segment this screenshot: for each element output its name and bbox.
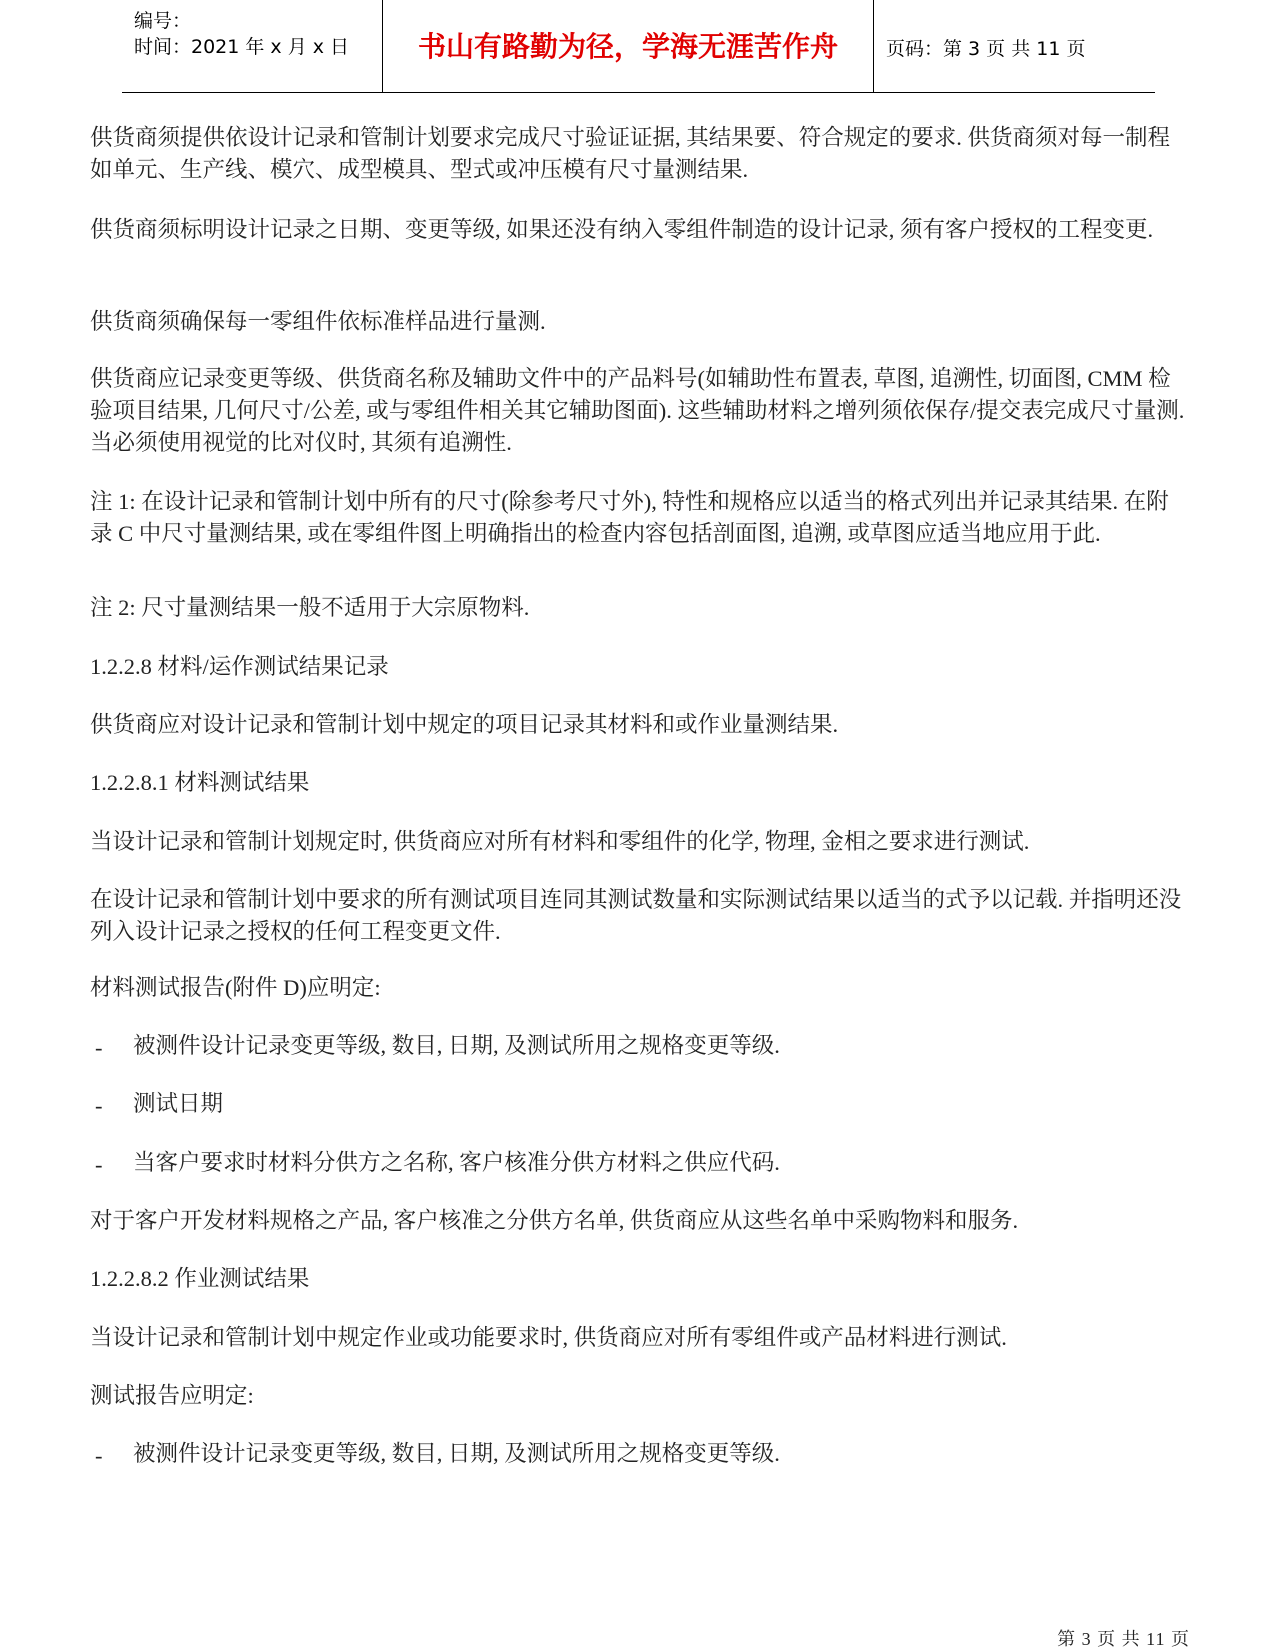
header-right-cell — [874, 0, 1155, 92]
paragraph-material-operation: 供货商应对设计记录和管制计划中规定的项目记录其材料和或作业量测结果. — [90, 712, 839, 737]
section-heading-1-2-2-8: 1.2.2.8 材料/运作测试结果记录 — [90, 654, 389, 679]
list-item-test-date: 测试日期 — [133, 1091, 224, 1116]
paragraph-operation-test: 当设计记录和管制计划中规定作业或功能要求时, 供货商应对所有零组件或产品材料进行测试. — [90, 1325, 1007, 1350]
header-page-label: 页码：第 3 页 共 11 页 — [886, 38, 1086, 60]
bullet-marker: - — [95, 1152, 103, 1177]
paragraph-design-record-date: 供货商须标明设计记录之日期、变更等级, 如果还没有纳入零组件制造的设计记录, 须有客户授权的工程变更. — [90, 217, 1154, 242]
paragraph-approved-suppliers: 对于客户开发材料规格之产品, 客户核准之分供方名单, 供货商应从这些名单中采购物料和服务. — [90, 1208, 1019, 1233]
section-heading-1-2-2-8-1: 1.2.2.8.1 材料测试结果 — [90, 770, 310, 795]
paragraph-chemical-physical: 当设计记录和管制计划规定时, 供货商应对所有材料和零组件的化学, 物理, 金相之要求进行测试. — [90, 829, 1030, 854]
bullet-marker: - — [95, 1093, 103, 1118]
header-motto: 书山有路勤为径，学海无涯苦作舟 — [417, 30, 838, 63]
header-number-label: 编号： — [134, 10, 192, 32]
paragraph-test-items: 在设计记录和管制计划中要求的所有测试项目连同其测试数量和实际测试结果以适当的式予以记载. 并指明还没列入设计记录之授权的任何工程变更文件. — [90, 887, 1182, 944]
page-header — [122, 0, 1155, 93]
section-heading-1-2-2-8-2: 1.2.2.8.2 作业测试结果 — [90, 1266, 310, 1291]
list-item-change-level-2: 被测件设计记录变更等级, 数目, 日期, 及测试所用之规格变更等级. — [133, 1441, 780, 1466]
paragraph-note-1: 注 1: 在设计记录和管制计划中所有的尺寸(除参考尺寸外), 特性和规格应以适当的格式列出并记录其结果. 在附录 C 中尺寸量测结果, 或在零组件图上明确指出的检查内容包括剖面图, 追溯, 或草图应适当地应用于此. — [90, 489, 1169, 546]
paragraph-dimension-evidence: 供货商须提供依设计记录和管制计划要求完成尺寸验证证据, 其结果要、符合规定的要求. 供货商须对每一制程如单元、生产线、模穴、成型模具、型式或冲压模有尺寸量测结果. — [90, 125, 1171, 182]
paragraph-note-2: 注 2: 尺寸量测结果一般不适用于大宗原物料. — [90, 595, 530, 620]
bullet-marker: - — [95, 1443, 103, 1468]
paragraph-material-report: 材料测试报告(附件 D)应明定: — [90, 975, 381, 1000]
header-motto-cell — [382, 0, 874, 92]
page-footer: 第 3 页 共 11 页 — [1057, 1629, 1190, 1649]
paragraph-standard-sample: 供货商须确保每一零组件依标准样品进行量测. — [90, 309, 546, 334]
list-item-sub-supplier: 当客户要求时材料分供方之名称, 客户核准分供方材料之供应代码. — [133, 1150, 780, 1175]
list-item-change-level: 被测件设计记录变更等级, 数目, 日期, 及测试所用之规格变更等级. — [133, 1033, 780, 1058]
header-left-cell — [122, 0, 382, 92]
paragraph-test-report: 测试报告应明定: — [90, 1383, 254, 1408]
bullet-marker: - — [95, 1035, 103, 1060]
paragraph-change-level: 供货商应记录变更等级、供货商名称及辅助文件中的产品料号(如辅助性布置表, 草图, 追溯性, 切面图, CMM 检验项目结果, 几何尺寸/公差, 或与零组件相关其它辅助图面). 这些辅助材料之增列须依保存/提交表完成尺寸量测. 当必须使用视觉的比对仪时, 其须有追溯性. — [90, 366, 1185, 455]
header-time-label: 时间：2021 年 x 月 x 日 — [134, 36, 350, 58]
